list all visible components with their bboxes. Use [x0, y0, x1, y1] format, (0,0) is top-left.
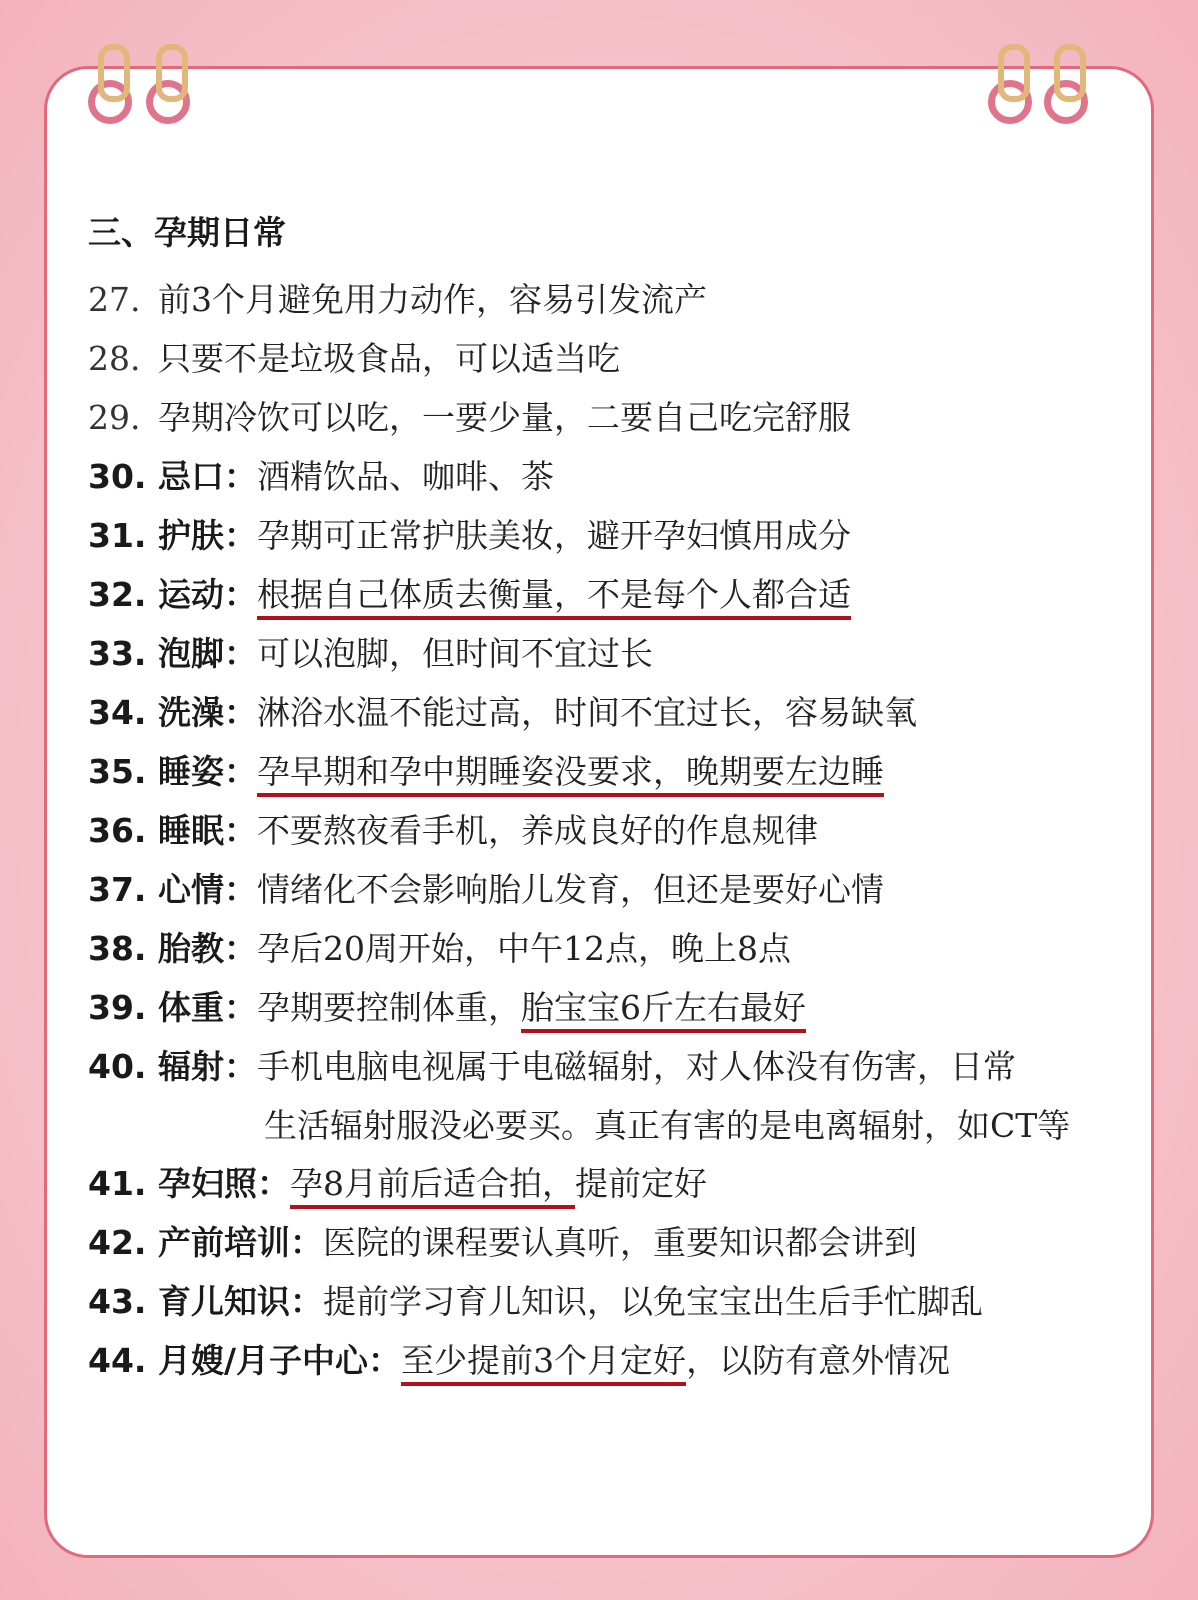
tip-body: [158, 624, 653, 683]
tip-highlight: 孕早期和孕中期睡姿没要求，晚期要左边睡: [257, 752, 884, 797]
binder-ring-left-1: [98, 44, 130, 102]
tip-body: [158, 270, 707, 329]
tip-text: 前3个月避免用力动作，容易引发流产: [158, 280, 707, 319]
tip-number: 35.: [88, 752, 147, 791]
tip-text: 提前学习育儿知识，以免宝宝出生后手忙脚乱: [323, 1282, 983, 1321]
section-heading: 三、孕期日常: [88, 213, 286, 252]
tip-number: 36.: [88, 811, 147, 850]
tip-row: [88, 388, 1148, 447]
tip-number: 44.: [88, 1341, 147, 1380]
tip-body: [158, 1331, 950, 1390]
tip-row: [88, 506, 1148, 565]
tip-label: 育儿知识：: [158, 1282, 323, 1321]
tip-body: [158, 447, 554, 506]
tip-body: [158, 565, 851, 624]
tip-body: [158, 1154, 707, 1213]
tip-body: [158, 860, 884, 919]
tip-number: 34.: [88, 693, 147, 732]
tip-text: 酒精饮品、咖啡、茶: [257, 457, 554, 496]
tip-text: 手机电脑电视属于电磁辐射，对人体没有伤害，日常: [257, 1047, 1016, 1086]
tip-number: 28.: [88, 339, 141, 378]
tip-number: 39.: [88, 988, 147, 1027]
tip-number: 32.: [88, 575, 147, 614]
tip-highlight: 孕8月前后适合拍，: [290, 1164, 575, 1209]
tip-label: 睡姿：: [158, 752, 257, 791]
tip-text-after: 提前定好: [575, 1164, 707, 1203]
tip-highlight: 根据自己体质去衡量，不是每个人都合适: [257, 575, 851, 620]
tip-text: 孕期冷饮可以吃，一要少量，二要自己吃完舒服: [158, 398, 851, 437]
tip-label: 忌口：: [158, 457, 257, 496]
tip-text-continued: 生活辐射服没必要买。真正有害的是电离辐射，如CT等: [264, 1106, 1071, 1145]
tip-label: 月嫂/月子中心：: [158, 1341, 402, 1380]
tip-number: 30.: [88, 457, 147, 496]
binder-ring-right-1: [998, 44, 1030, 102]
tip-row: [88, 978, 1148, 1037]
tip-number: 29.: [88, 398, 141, 437]
tip-label: 胎教：: [158, 929, 257, 968]
tip-label: 孕妇照：: [158, 1164, 290, 1203]
tip-body: [158, 506, 851, 565]
tip-row: [88, 329, 1148, 388]
tip-row: [88, 1272, 1148, 1331]
tip-text: 医院的课程要认真听，重要知识都会讲到: [323, 1223, 917, 1262]
tip-text-after: ，以防有意外情况: [686, 1341, 951, 1380]
tip-number: 41.: [88, 1164, 147, 1203]
tip-body: [158, 329, 620, 388]
tip-body: [158, 742, 884, 801]
tip-label: 护肤：: [158, 516, 257, 555]
tip-text: 淋浴水温不能过高，时间不宜过长，容易缺氧: [257, 693, 917, 732]
tip-row: [88, 1154, 1148, 1213]
tip-row: [88, 801, 1148, 860]
tip-row: [88, 1331, 1148, 1390]
tip-number: 33.: [88, 634, 147, 673]
tip-text: 孕期可正常护肤美妆，避开孕妇慎用成分: [257, 516, 851, 555]
tip-body: [158, 388, 851, 447]
tip-label: 洗澡：: [158, 693, 257, 732]
tip-body: [158, 1213, 917, 1272]
tip-highlight: 胎宝宝6斤左右最好: [521, 988, 806, 1033]
tip-body: [158, 1037, 1016, 1096]
tip-body: [158, 978, 806, 1037]
tip-number: 37.: [88, 870, 147, 909]
tip-label: 产前培训：: [158, 1223, 323, 1262]
tip-text: 孕后20周开始，中午12点，晚上8点: [257, 929, 791, 968]
tip-number: 38.: [88, 929, 147, 968]
tip-label: 泡脚：: [158, 634, 257, 673]
tip-row: [88, 683, 1148, 742]
tip-number: 31.: [88, 516, 147, 555]
tip-label: 心情：: [158, 870, 257, 909]
tip-row: [88, 624, 1148, 683]
tip-row: [88, 1037, 1148, 1096]
tip-row-continuation: [88, 1096, 1148, 1154]
tip-row: [88, 270, 1148, 329]
tip-number: 40.: [88, 1047, 147, 1086]
tip-label: 体重：: [158, 988, 257, 1027]
tip-body: [158, 1272, 983, 1331]
tip-number: 42.: [88, 1223, 147, 1262]
tip-number: 43.: [88, 1282, 147, 1321]
binder-ring-left-2: [156, 44, 188, 102]
tip-label: 睡眠：: [158, 811, 257, 850]
tip-body: [158, 683, 917, 742]
tip-row: [88, 742, 1148, 801]
tips-list: [88, 210, 1148, 1390]
tip-number: 27.: [88, 280, 141, 319]
tip-row: [88, 860, 1148, 919]
tip-text: 情绪化不会影响胎儿发育，但还是要好心情: [257, 870, 884, 909]
tip-text: 只要不是垃圾食品，可以适当吃: [158, 339, 620, 378]
tip-highlight: 至少提前3个月定好: [401, 1341, 686, 1386]
tip-row: [88, 565, 1148, 624]
tip-label: 运动：: [158, 575, 257, 614]
binder-ring-right-2: [1054, 44, 1086, 102]
tip-label: 辐射：: [158, 1047, 257, 1086]
tip-text: 不要熬夜看手机，养成良好的作息规律: [257, 811, 818, 850]
tip-body: [158, 801, 818, 860]
tip-text: 孕期要控制体重，: [257, 988, 521, 1027]
tip-body: [158, 919, 791, 978]
tip-text: 可以泡脚，但时间不宜过长: [257, 634, 653, 673]
tip-row: [88, 1213, 1148, 1272]
tip-row: [88, 447, 1148, 506]
tip-row: [88, 919, 1148, 978]
